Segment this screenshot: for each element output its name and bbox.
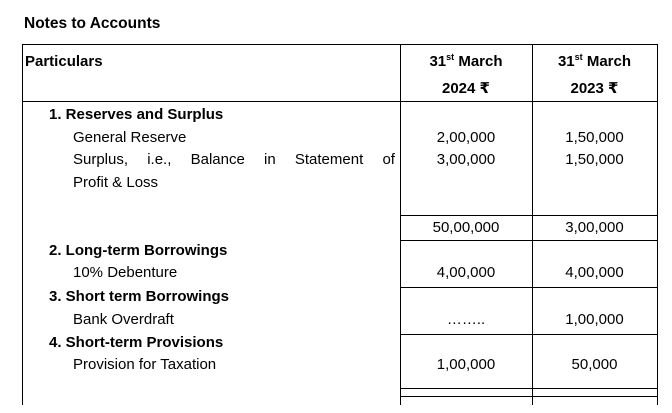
col-2023-year: 2023 ₹ — [570, 80, 619, 97]
total-top-line — [400, 215, 657, 216]
surplus-2023: 1,50,000 — [565, 151, 624, 168]
general-reserve-2023: 1,50,000 — [565, 129, 624, 146]
col-2024-header: 31st March — [429, 52, 503, 70]
row-divider — [400, 287, 657, 288]
long-term-heading: 2. Long-term Borrowings — [49, 242, 228, 259]
general-reserve-2024: 2,00,000 — [436, 129, 496, 146]
page-title: Notes to Accounts — [24, 15, 161, 32]
debenture-2024: 4,00,000 — [436, 264, 496, 281]
reserves-total-2023: 3,00,000 — [565, 219, 624, 236]
taxation-label: Provision for Taxation — [73, 356, 217, 373]
surplus-label: Surplus, i.e., Balance in Statement of — [73, 151, 395, 168]
debenture-label: 10% Debenture — [73, 264, 178, 281]
general-reserve-label: General Reserve — [73, 129, 187, 146]
row-divider — [400, 388, 657, 389]
notes-table — [22, 44, 658, 405]
bank-overdraft-2023: 1,00,000 — [565, 311, 624, 328]
debenture-2023: 4,00,000 — [565, 264, 624, 281]
surplus-label-cont: Profit & Loss — [73, 174, 159, 191]
total-bottom-line — [400, 240, 657, 241]
taxation-2023: 50,000 — [571, 356, 618, 373]
row-divider — [400, 396, 657, 397]
bank-overdraft-2024: …….. — [446, 311, 486, 328]
particulars-header: Particulars — [25, 53, 103, 70]
surplus-2024: 3,00,000 — [436, 151, 496, 168]
reserves-heading: 1. Reserves and Surplus — [49, 106, 224, 123]
row-divider — [400, 334, 657, 335]
col-2023-header: 31st March — [557, 52, 632, 70]
bank-overdraft-label: Bank Overdraft — [73, 311, 174, 328]
col-2024-year: 2024 ₹ — [442, 80, 490, 97]
short-term-heading: 3. Short term Borrowings — [49, 288, 230, 305]
provisions-heading: 4. Short-term Provisions — [49, 334, 224, 351]
reserves-total-2024: 50,00,000 — [432, 219, 500, 236]
taxation-2024: 1,00,000 — [436, 356, 496, 373]
header-divider — [23, 101, 657, 102]
